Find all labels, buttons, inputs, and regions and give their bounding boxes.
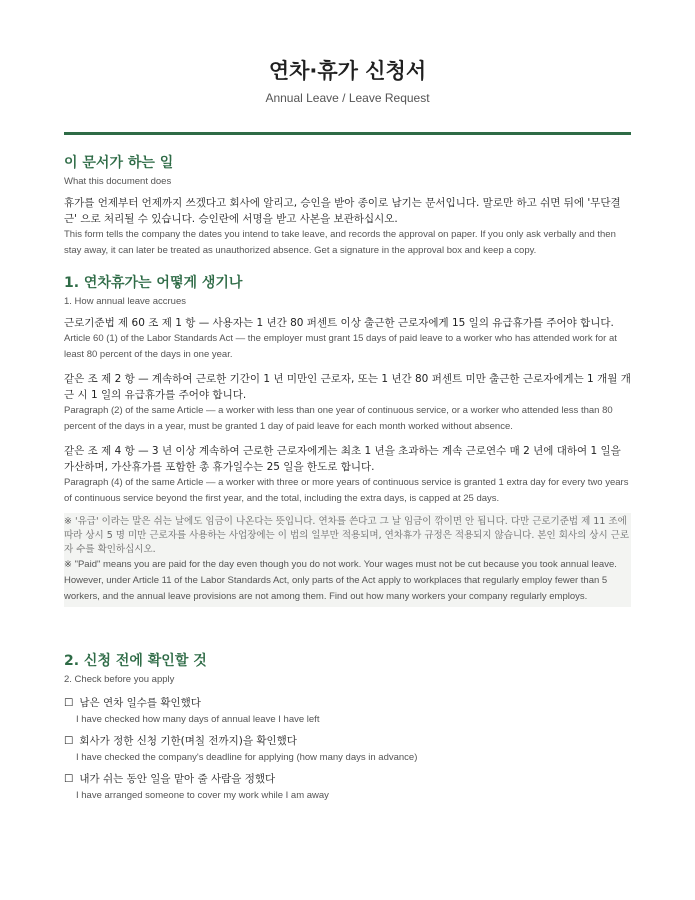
paragraph-ko: 같은 조 제 2 항 — 계속하여 근로한 기간이 1 년 미만인 근로자, 또는 1 년간 80 퍼센트 미만 출근한 근로자에게는 1 개월 개근 시 1 일의 유급휴가를 주어야 합니다. [64,373,631,401]
list-item [64,443,631,507]
paragraph-ko: 근로기준법 제 60 조 제 1 항 — 사용자는 1 년간 80 퍼센트 이상 출근한 근로자에게 15 일의 유급휴가를 주어야 합니다. [64,317,614,329]
paragraph-ko: 같은 조 제 4 항 — 3 년 이상 계속하여 근로한 근로자에게는 최초 1 년을 초과하는 계속 근로연수 매 2 년에 대하여 1 일을 가산하며, 가산휴가를 포함한 총 휴가일수는 25 일을 한도로 합니다. [64,445,621,473]
section-check-before-apply [64,651,631,803]
section-title: 1. 연차휴가는 어떻게 생기나 [64,275,243,291]
section-title-en: What this document does [64,176,172,187]
paragraph-en: Article 60 (1) of the Labor Standards Act — the employer must grant 15 days of paid leave to a worker who has attended work for at least 80 percent of the days in one year. [64,333,617,360]
checklist-label-ko: 남은 연차 일수를 확인했다 [79,697,201,709]
header-divider [64,132,631,135]
paragraph-en: This form tells the company the dates you intend to take leave, and records the approval on paper. If you only ask verbally and then stay away, it can later be treated as unauthorized absence. Get a signature in the approval box and keep a copy. [64,229,616,256]
checklist-label-en: I have checked how many days of annual leave I have left [76,714,320,725]
page-subtitle: Annual Leave / Leave Request [265,91,430,105]
checkbox-icon[interactable]: ☐ [64,697,74,709]
section-what-this-does [64,153,631,259]
checklist-label-en: I have checked the company's deadline for applying (how many days in advance) [76,752,418,763]
section-how-leave-accrues [64,273,631,607]
checkbox-icon[interactable]: ☐ [64,773,74,785]
note-en: ※ "Paid" means you are paid for the day even though you do not work. Your wages must not be cut because you took annual leave. However, under Article 11 of the Labor Standards Act, only parts of the Act apply to workplaces that regularly employ fewer than 5 workers, and the annual leave provisions are not among them. Find out how many workers your company regularly employs. [64,559,617,602]
checklist-item [64,771,631,803]
checklist-label-en: I have arranged someone to cover my work while I am away [76,790,329,801]
checklist-label-ko: 내가 쉬는 동안 일을 맡아 줄 사람을 정했다 [79,773,276,785]
paragraph-ko: 휴가를 언제부터 언제까지 쓰겠다고 회사에 알리고, 승인을 받아 종이로 남기는 문서입니다. 말로만 하고 쉬면 뒤에 '무단결근' 으로 처리될 수 있습니다. 승인란에 서명을 받고 사본을 보관하십시오. [64,197,621,225]
note-box [64,513,631,607]
list-item [64,315,631,363]
paragraph-en: Paragraph (4) of the same Article — a worker with three or more years of continuous service is granted 1 extra day for every two years of continuous service beyond the first year, and the total, including the extra days, is capped at 25 days. [64,477,629,504]
checkbox-icon[interactable]: ☐ [64,735,74,747]
checklist-item [64,695,631,727]
paragraph-en: Paragraph (2) of the same Article — a worker with less than one year of continuous service, or a worker who attended less than 80 percent of the days in a year, must be granted 1 day of paid leave for each month worked without absence. [64,405,613,432]
section-title-en: 1. How annual leave accrues [64,296,186,307]
section-title: 2. 신청 전에 확인할 것 [64,653,207,669]
note-ko: ※ '유급' 이라는 말은 쉬는 날에도 임금이 나온다는 뜻입니다. 연차를 쓴다고 그 날 임금이 깎이면 안 됩니다. 다만 근로기준법 제 11 조에 따라 상시 5 명 미만 근로자를 사용하는 사업장에는 이 법의 일부만 적용되며, 연차휴가 규정은 적용되지 않습니다. 본인 회사의 상시 근로자 수를 확인하십시오. [64,516,630,555]
checklist-item [64,733,631,765]
section-title: 이 문서가 하는 일 [64,155,174,171]
section-title-en: 2. Check before you apply [64,674,175,685]
checklist-label-ko: 회사가 정한 신청 기한(며칠 전까지)을 확인했다 [79,735,297,747]
list-item [64,371,631,435]
page-title: 연차·휴가 신청서 [268,59,427,83]
